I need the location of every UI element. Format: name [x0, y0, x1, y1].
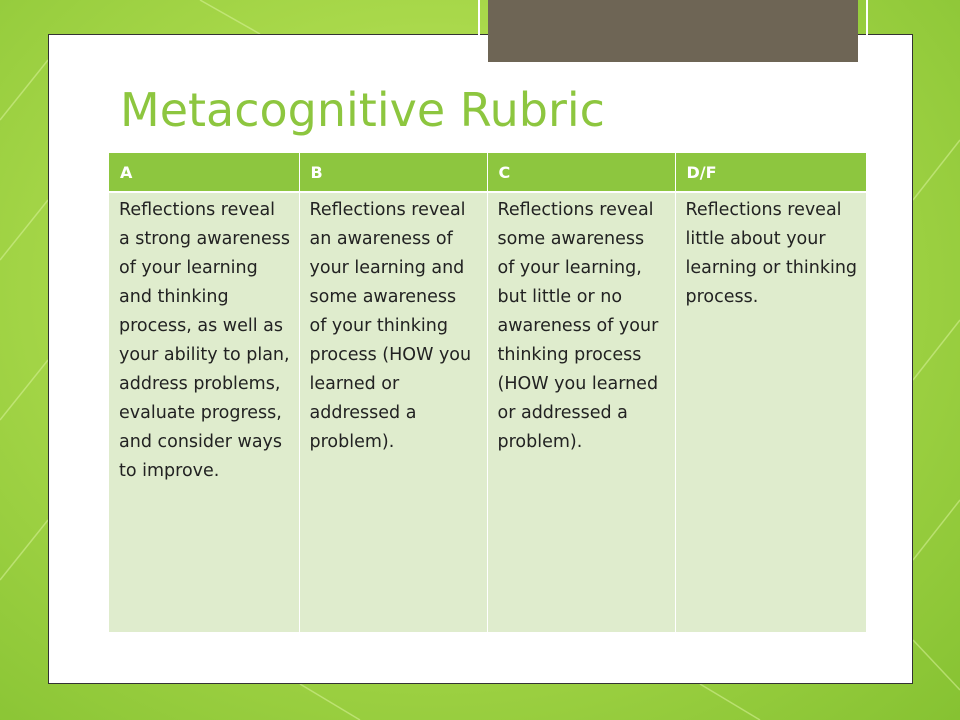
grade-c-description: Reflections reveal some awareness of your learning, but little or no awareness of your thinking process (HOW you learned or addressed a problem). — [487, 192, 675, 632]
slide-title: Metacognitive Rubric — [120, 83, 605, 137]
grade-a-description: Reflections reveal a strong awareness of your learning and thinking process, as well as your ability to plan, address problems, evaluate progress, and consider ways to improve. — [109, 192, 299, 632]
grade-b-description: Reflections reveal an awareness of your learning and some awareness of your thinking process (HOW you learned or addressed a problem). — [299, 192, 487, 632]
grade-header-a: A — [109, 153, 299, 192]
grade-header-df: D/F — [675, 153, 866, 192]
grade-header-c: C — [487, 153, 675, 192]
header-tab-box — [488, 0, 858, 62]
rubric-header-row — [109, 153, 866, 192]
rubric-table — [109, 153, 866, 632]
rubric-description-row — [109, 192, 866, 632]
grade-header-b: B — [299, 153, 487, 192]
grade-df-description: Reflections reveal little about your learning or thinking process. — [675, 192, 866, 632]
